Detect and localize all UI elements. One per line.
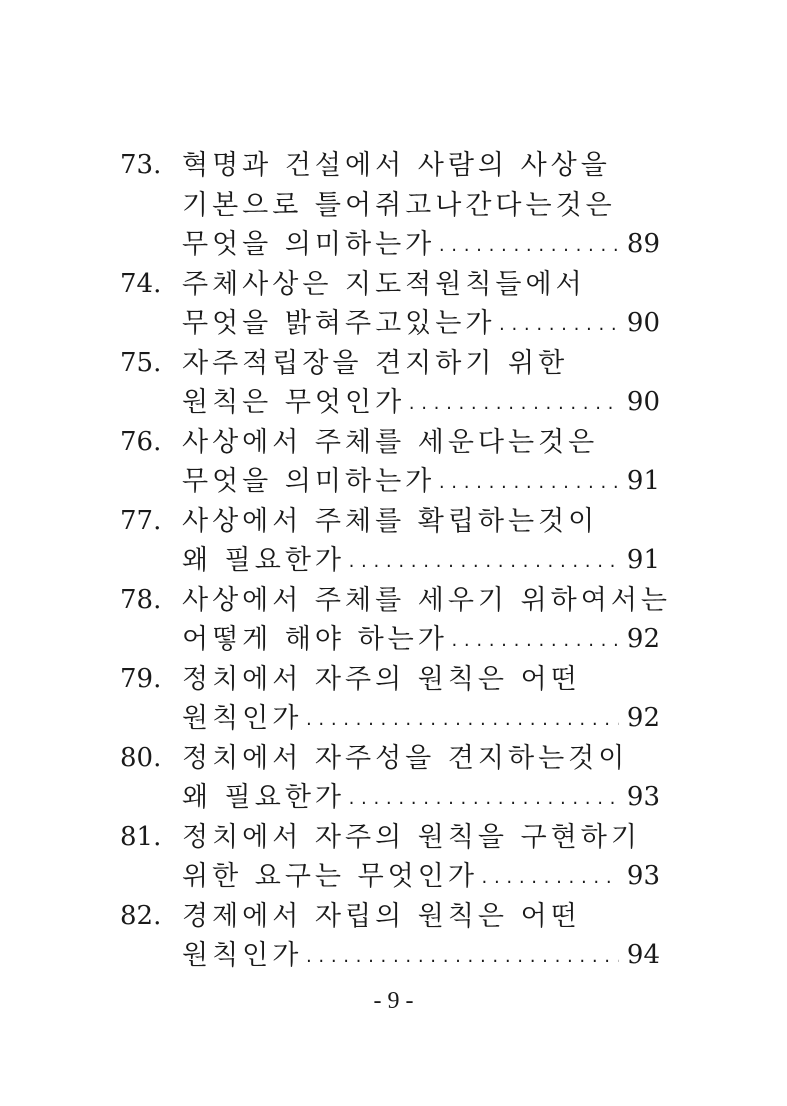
entry-title: 자주적립장을 견지하기 위한 (182, 347, 569, 379)
toc-entry-line (120, 581, 671, 621)
entry-title: 왜 필요한가 (182, 545, 345, 577)
entry-title: 사상에서 주체를 세운다는것은 (182, 426, 599, 458)
entry-page-number: 93 (626, 861, 660, 892)
entry-title: 정치에서 자주성을 견지하는것이 (182, 742, 629, 774)
toc-entry-line (120, 304, 660, 344)
toc-entry-line (120, 936, 660, 976)
toc-entry-line (120, 541, 660, 581)
entry-page-number: 92 (626, 624, 660, 655)
entry-number: 82. (120, 900, 162, 931)
entry-page-number: 90 (626, 308, 660, 339)
toc-entry-line (120, 660, 660, 700)
entry-title: 사상에서 주체를 확립하는것이 (182, 505, 599, 537)
dot-leader (304, 942, 619, 981)
entry-title: 원칙인가 (182, 703, 303, 735)
entry-number: 75. (120, 347, 162, 378)
toc-entry-line (120, 344, 660, 384)
entry-number: 79. (120, 663, 162, 694)
entry-title: 왜 필요한가 (182, 782, 345, 814)
entry-page-number: 90 (626, 387, 660, 418)
entry-page-number: 94 (626, 940, 660, 971)
toc-entry-line (120, 818, 660, 858)
toc-entry-line (120, 778, 660, 818)
toc-entry-line (120, 423, 660, 463)
entry-title: 어떻게 해야 하는가 (182, 624, 448, 656)
toc-entry-line (120, 225, 660, 265)
entry-page-number: 92 (626, 703, 660, 734)
entry-title: 원칙은 무엇인가 (182, 387, 406, 419)
entry-number: 77. (120, 505, 162, 536)
toc-entry-line (120, 265, 660, 305)
entry-number: 73. (120, 150, 162, 181)
table-of-contents (120, 146, 671, 976)
toc-entry-line (120, 383, 660, 423)
toc-entry-line (120, 502, 660, 542)
entry-title: 무엇을 밝혀주고있는가 (182, 308, 496, 340)
entry-title: 위한 요구는 무엇인가 (182, 861, 478, 893)
entry-title: 주체사상은 지도적원칙들에서 (182, 268, 586, 300)
toc-entry-line (120, 739, 660, 779)
entry-title: 기본으로 틀어쥐고나간다는것은 (182, 189, 616, 221)
entry-number: 78. (120, 584, 162, 615)
toc-entry-line (120, 620, 660, 660)
toc-entry-line (120, 146, 660, 186)
toc-entry-line (120, 186, 660, 226)
entry-title: 혁명과 건설에서 사람의 사상을 (182, 150, 611, 182)
toc-entry-line (120, 897, 660, 937)
toc-entry-line (120, 462, 660, 502)
entry-title: 사상에서 주체를 세우기 위하여서는 (182, 584, 671, 616)
entry-number: 76. (120, 426, 162, 457)
entry-title: 원칙인가 (182, 940, 303, 972)
entry-title: 무엇을 의미하는가 (182, 466, 436, 498)
entry-number: 74. (120, 268, 162, 299)
entry-page-number: 93 (626, 782, 660, 813)
entry-page-number: 91 (626, 545, 660, 576)
entry-page-number: 91 (626, 466, 660, 497)
entry-title: 정치에서 자주의 원칙을 구현하기 (182, 821, 641, 853)
page-footer-number: - 9 - (373, 988, 414, 1014)
entry-number: 80. (120, 742, 162, 773)
toc-entry-line (120, 857, 660, 897)
entry-title: 정치에서 자주의 원칙은 어떤 (182, 663, 581, 695)
entry-title: 경제에서 자립의 원칙은 어떤 (182, 900, 581, 932)
entry-title: 무엇을 의미하는가 (182, 229, 436, 261)
entry-number: 81. (120, 821, 162, 852)
toc-entry-line (120, 699, 660, 739)
entry-page-number: 89 (626, 229, 660, 260)
